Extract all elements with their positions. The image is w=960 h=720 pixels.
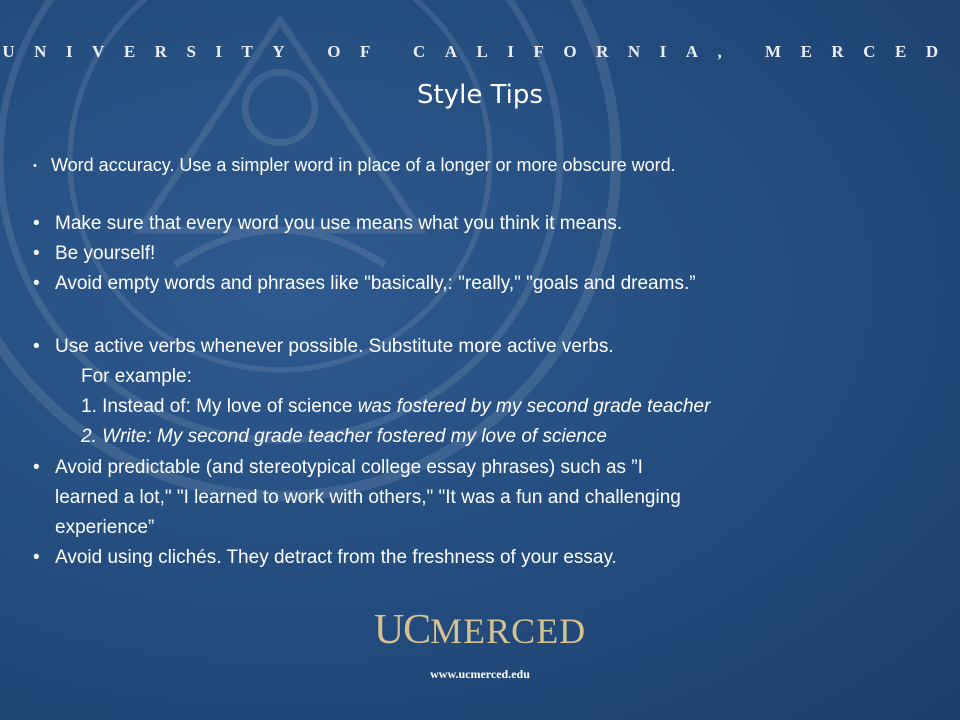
bullet-predictable-phrases	[33, 456, 643, 480]
example-1-text: 1. Instead of: My love of science	[81, 396, 358, 417]
bullet-empty-words	[33, 272, 696, 296]
bullet-text: Make sure that every word you use means what you think it means.	[55, 213, 623, 234]
logo-uc-text: UC	[373, 607, 431, 653]
bullet-cliches	[33, 546, 617, 570]
bullet-active-verbs	[33, 335, 614, 359]
bullet-text: Avoid empty words and phrases like "basically,: "really," "goals and dreams.”	[55, 273, 696, 294]
bullet-be-yourself	[33, 242, 155, 266]
bullet-marker: •	[33, 336, 40, 357]
slide-title: Style Tips	[417, 80, 543, 110]
example-2	[81, 425, 607, 449]
bullet-word-meaning	[33, 212, 622, 236]
ucmerced-logo	[0, 606, 960, 654]
bullet-marker: •	[33, 273, 40, 294]
bullet-text: Avoid using clichés. They detract from the freshness of your essay.	[55, 547, 617, 568]
website-url: www.ucmerced.edu	[430, 667, 530, 681]
bullet-text: Use active verbs whenever possible. Substitute more active verbs.	[55, 336, 614, 357]
logo-merced-text: MERCED	[430, 611, 587, 651]
bullet-predictable-phrases-line2: learned a lot," "I learned to work with others," "It was a fun and challenging	[55, 487, 681, 508]
example-2-text: 2. Write: My second grade teacher fostered my love of science	[81, 426, 607, 447]
bullet-marker: •	[33, 243, 40, 264]
bullet-text: Word accuracy. Use a simpler word in place of a longer or more obscure word.	[51, 155, 676, 175]
bullet-marker: •	[33, 213, 40, 234]
bullet-predictable-phrases-line3: experience”	[55, 517, 155, 538]
university-header: UNIVERSITY OF CALIFORNIA, MERCED	[2, 42, 958, 61]
example-1-italic: was fostered by my second grade teacher	[357, 396, 711, 417]
bullet-marker: •	[33, 160, 37, 172]
example-label: For example:	[81, 366, 192, 387]
example-1	[81, 395, 710, 419]
bullet-text: Avoid predictable (and stereotypical college essay phrases) such as ”I	[55, 457, 643, 478]
bullet-marker: •	[33, 547, 40, 568]
bullet-word-accuracy	[33, 153, 676, 178]
bullet-text: Be yourself!	[55, 243, 156, 264]
bullet-marker: •	[33, 457, 40, 478]
